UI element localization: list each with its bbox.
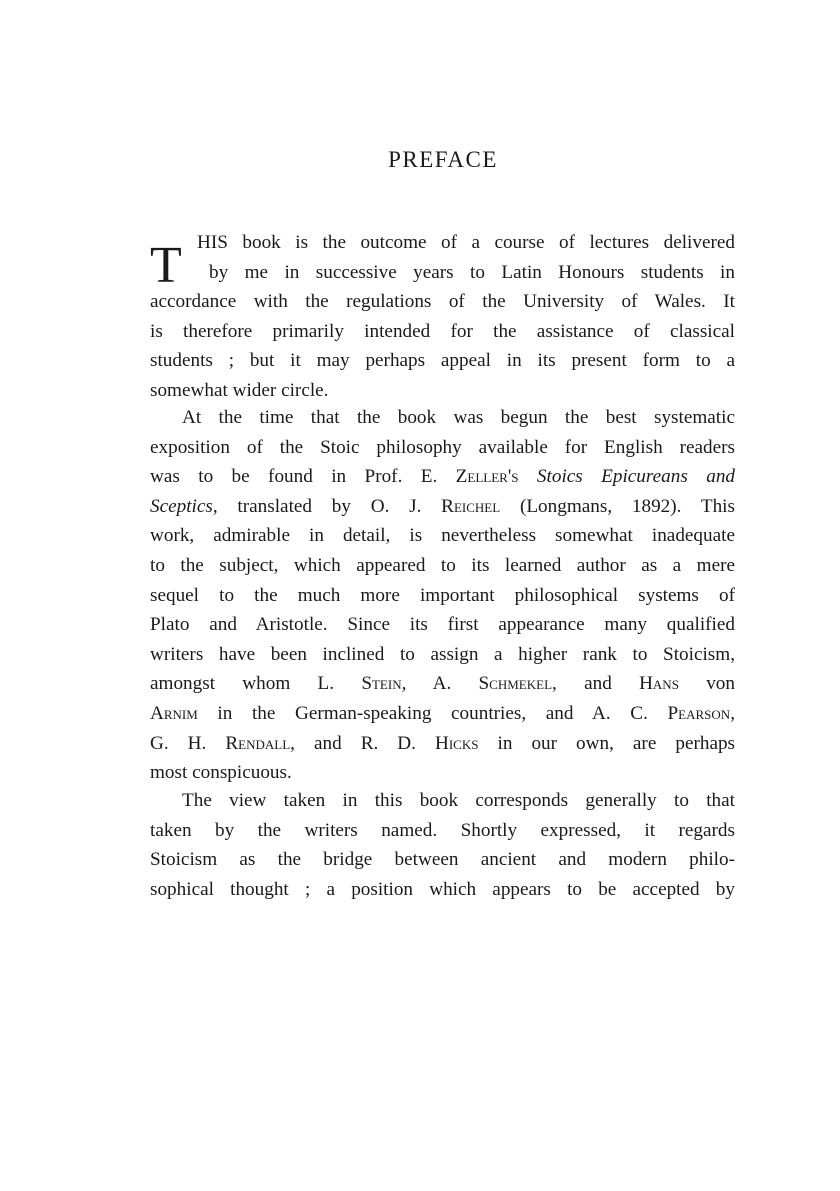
text-line <box>150 669 735 699</box>
text-line: HIS book is the outcome of a course of lectures delivered <box>197 232 735 253</box>
line-segment <box>519 466 537 487</box>
text-line <box>150 462 735 492</box>
text-line: by me in successive years to Latin Honours students in <box>209 261 735 283</box>
line-segment: , and <box>552 673 640 695</box>
text-line: work, admirable in detail, is nevertheless somewhat inadequate <box>150 525 735 547</box>
author-name: Schmekel <box>478 673 553 695</box>
paragraph-3 <box>150 786 735 904</box>
drop-cap: T <box>150 237 182 294</box>
text-line <box>150 729 735 759</box>
text-line: Stoicism as the bridge between ancient and modern philo- <box>150 849 735 871</box>
line-segment: , and R. D. <box>290 732 435 754</box>
author-name: Zeller's <box>455 466 519 488</box>
text-line <box>150 699 735 729</box>
text-line: taken by the writers named. Shortly expressed, it regards <box>150 819 735 841</box>
text-line: students ; but it may perhaps appeal in its present form to a <box>150 350 735 372</box>
text-line: most conspicuous. <box>150 762 292 784</box>
book-title: Sceptics <box>150 495 213 517</box>
line-segment: , <box>730 702 735 724</box>
paragraph-2 <box>150 403 735 788</box>
author-name: Stein <box>361 673 402 695</box>
page-title: PREFACE <box>388 147 498 172</box>
author-name: Hans <box>639 673 679 695</box>
text-line: exposition of the Stoic philosophy available for English readers <box>150 436 735 458</box>
text-line: writers have been inclined to assign a higher rank to Stoicism, <box>150 643 735 665</box>
book-title: Stoics Epicureans and <box>536 466 736 488</box>
author-name: Hicks <box>435 732 479 754</box>
paragraph-1 <box>150 228 735 406</box>
line-segment: in our own, are perhaps <box>478 732 736 754</box>
text-line: somewhat wider circle. <box>150 379 329 401</box>
text-line: to the subject, which appeared to its learned author as a mere <box>150 554 735 576</box>
text-line: Plato and Aristotle. Since its first appearance many qualified <box>150 614 735 636</box>
author-name: Rendall <box>225 732 291 754</box>
line-segment: amongst whom L. <box>150 673 362 695</box>
line-segment: , translated by O. J. <box>212 495 442 517</box>
line-segment: G. H. <box>150 732 226 754</box>
text-line: sequel to the much more important philosophical systems of <box>150 584 735 606</box>
text-line: sophical thought ; a position which appears to be accepted by <box>150 878 735 900</box>
text-line: accordance with the regulations of the University of Wales. It <box>150 291 735 313</box>
text-line: is therefore primarily intended for the assistance of classical <box>150 320 735 342</box>
line-segment: , A. <box>401 673 479 695</box>
line-segment: (Longmans, 1892). This <box>500 495 735 517</box>
author-name: Arnim <box>150 702 198 724</box>
line-segment: von <box>678 673 735 695</box>
line-segment: was to be found in Prof. E. <box>150 466 456 488</box>
line-segment: in the German-speaking countries, and A. C. <box>197 702 668 724</box>
text-line <box>150 492 735 522</box>
text-line: At the time that the book was begun the best systematic <box>182 407 735 428</box>
author-name: Pearson <box>667 702 731 724</box>
text-line: The view taken in this book corresponds generally to that <box>182 790 735 811</box>
author-name: Reichel <box>441 495 501 517</box>
